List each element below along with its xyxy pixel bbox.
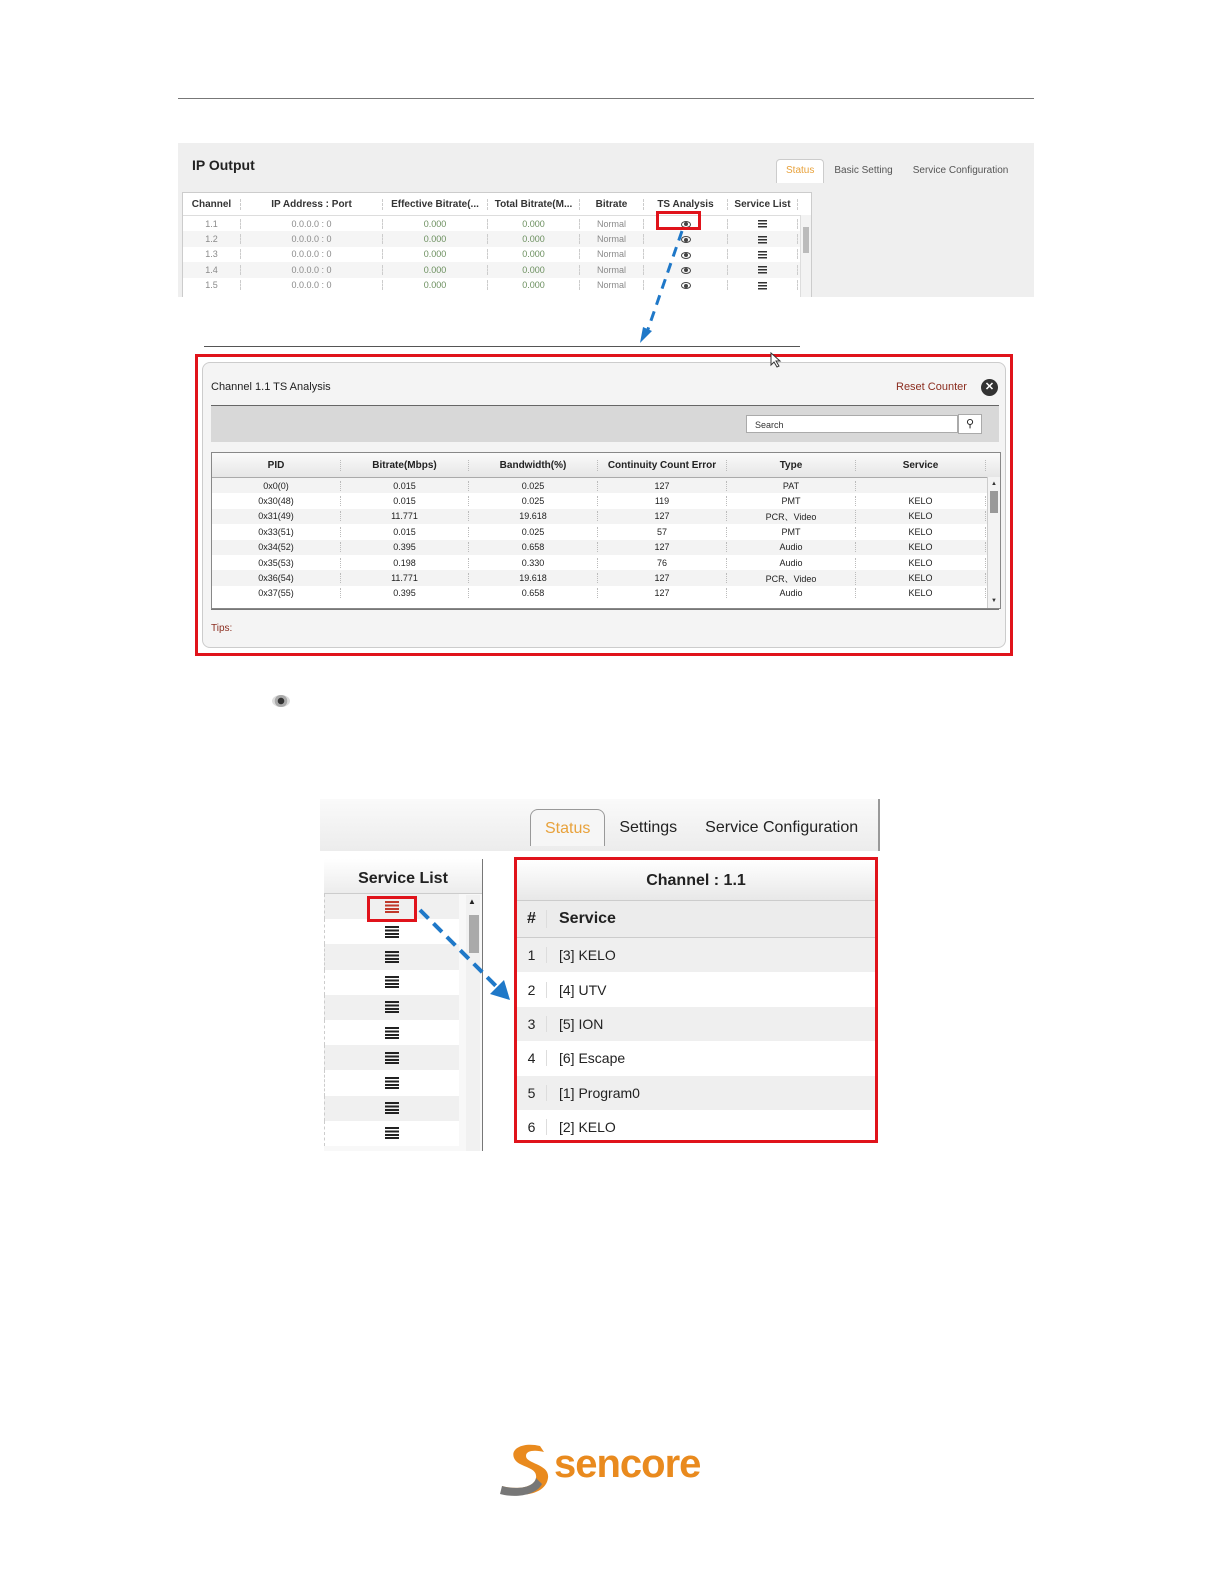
- ts-analysis-table: [211, 452, 1001, 609]
- tab-basic-setting[interactable]: Basic Setting: [834, 165, 893, 176]
- cell-service: KELO: [856, 542, 986, 552]
- cell-type: Audio: [727, 558, 856, 568]
- list-item: [517, 1076, 875, 1110]
- cell-pid: 0x37(55): [212, 588, 341, 598]
- service-list-button[interactable]: [728, 265, 798, 275]
- service-name: [4] UTV: [559, 981, 607, 998]
- list-icon[interactable]: [385, 926, 399, 938]
- cell-bitrate: Normal: [580, 249, 644, 259]
- ip-output-tabs: [776, 159, 1018, 183]
- col-service: Service: [559, 910, 616, 927]
- cell-channel: 1.4: [183, 265, 241, 275]
- service-list-item[interactable]: [324, 1121, 459, 1146]
- table-row: [212, 555, 1000, 570]
- ts-table-header: [212, 453, 1000, 478]
- col-bitrate-mbps: Bitrate(Mbps): [341, 460, 469, 471]
- cell-bandwidth: 0.025: [469, 496, 598, 506]
- service-list-item[interactable]: [324, 1096, 459, 1121]
- scroll-down-icon[interactable]: ▼: [991, 598, 997, 604]
- cell-bitrate: Normal: [580, 219, 644, 229]
- col-bandwidth: Bandwidth(%): [469, 460, 598, 471]
- list-icon[interactable]: [385, 1102, 399, 1114]
- list-icon[interactable]: [758, 282, 767, 290]
- tips-label: Tips:: [211, 623, 233, 634]
- tab-service-configuration[interactable]: Service Configuration: [912, 165, 1009, 176]
- list-item: [517, 1041, 875, 1075]
- service-name: [1] Program0: [559, 1084, 640, 1101]
- cell-bitrate: 11.771: [341, 511, 469, 521]
- list-icon[interactable]: [385, 1027, 399, 1039]
- cell-bandwidth: 0.330: [469, 558, 598, 568]
- cell-type: Audio: [727, 542, 856, 552]
- cell-ip: 0.0.0.0 : 0: [241, 280, 383, 290]
- cell-cc-error: 127: [598, 588, 727, 598]
- table-row: [212, 509, 1000, 524]
- cell-total-bitrate: 0.000: [488, 249, 580, 259]
- col-number: #: [517, 910, 547, 928]
- cell-ip: 0.0.0.0 : 0: [241, 219, 383, 229]
- cell-ip: 0.0.0.0 : 0: [241, 234, 383, 244]
- search-icon[interactable]: ⚲: [958, 414, 982, 434]
- channel-service-rows: [517, 938, 875, 1144]
- cell-total-bitrate: 0.000: [488, 234, 580, 244]
- cell-pid: 0x36(54): [212, 573, 341, 583]
- service-number: 5: [517, 1085, 547, 1101]
- tab-status[interactable]: Status: [530, 809, 605, 846]
- service-list-item[interactable]: [324, 1070, 459, 1095]
- cursor-icon: [770, 352, 782, 368]
- col-service-list: Service List: [728, 199, 798, 210]
- cell-service: KELO: [856, 558, 986, 568]
- service-name: [5] ION: [559, 1015, 604, 1032]
- list-item: [517, 1110, 875, 1144]
- ip-output-rows: [183, 216, 811, 293]
- service-name: [6] Escape: [559, 1050, 626, 1067]
- ts-divider: [204, 346, 800, 347]
- cell-bitrate: 0.198: [341, 558, 469, 568]
- cell-pid: 0x33(51): [212, 527, 341, 537]
- cell-service: KELO: [856, 527, 986, 537]
- cell-cc-error: 127: [598, 573, 727, 583]
- cell-total-bitrate: 0.000: [488, 280, 580, 290]
- list-icon[interactable]: [385, 976, 399, 988]
- eye-icon: [272, 695, 290, 707]
- cell-cc-error: 76: [598, 558, 727, 568]
- service-list-view: [320, 799, 892, 1151]
- table-row: [212, 586, 1000, 601]
- service-number: 3: [517, 1016, 547, 1032]
- cell-pid: 0x0(0): [212, 481, 341, 491]
- list-icon[interactable]: [758, 251, 767, 259]
- cell-effective-bitrate: 0.000: [383, 265, 488, 275]
- cell-bandwidth: 0.025: [469, 527, 598, 537]
- scroll-thumb[interactable]: [990, 491, 998, 513]
- service-list-button[interactable]: [728, 219, 798, 229]
- service-list-item[interactable]: [324, 1045, 459, 1070]
- cell-channel: 1.3: [183, 249, 241, 259]
- cell-type: PMT: [727, 527, 856, 537]
- service-number: 4: [517, 1050, 547, 1066]
- arrow-head: [640, 327, 652, 343]
- list-item: [517, 972, 875, 1006]
- list-icon[interactable]: [385, 1052, 399, 1064]
- service-number: 6: [517, 1119, 547, 1135]
- cell-bitrate: Normal: [580, 280, 644, 290]
- ts-analysis-dialog: [202, 362, 1006, 648]
- cell-pid: 0x31(49): [212, 511, 341, 521]
- channel-service-panel: [514, 857, 878, 1143]
- col-ip-address: IP Address : Port: [241, 199, 383, 210]
- cell-total-bitrate: 0.000: [488, 219, 580, 229]
- table-row: [183, 231, 811, 246]
- col-type: Type: [727, 460, 856, 471]
- col-pid: PID: [212, 460, 341, 471]
- col-cc-error: Continuity Count Error: [598, 460, 727, 471]
- service-name: [3] KELO: [559, 947, 616, 964]
- cell-channel: 1.2: [183, 234, 241, 244]
- cell-cc-error: 119: [598, 496, 727, 506]
- cell-pid: 0x34(52): [212, 542, 341, 552]
- cell-service: KELO: [856, 496, 986, 506]
- reset-counter-link[interactable]: Reset Counter: [896, 381, 967, 393]
- cell-bitrate: 11.771: [341, 573, 469, 583]
- cell-service: KELO: [856, 511, 986, 521]
- service-tabs-bar: [320, 799, 880, 851]
- service-list-item[interactable]: [324, 1020, 459, 1045]
- channel-table-header: [517, 901, 875, 938]
- sencore-logo: [496, 1440, 726, 1500]
- service-list-highlight: [367, 896, 417, 922]
- col-service: Service: [856, 460, 986, 471]
- service-number: 2: [517, 982, 547, 998]
- search-bar: [211, 405, 999, 442]
- tab-settings[interactable]: Settings: [619, 819, 678, 836]
- ts-bottom-rule: [211, 609, 999, 610]
- list-icon[interactable]: [385, 1077, 399, 1089]
- list-icon[interactable]: [385, 1001, 399, 1013]
- cell-service: KELO: [856, 588, 986, 598]
- cell-pid: 0x30(48): [212, 496, 341, 506]
- tab-service-configuration[interactable]: Service Configuration: [705, 819, 859, 836]
- service-tabs: [530, 809, 872, 846]
- table-row: [212, 493, 1000, 508]
- ts-scrollbar[interactable]: [987, 477, 1000, 608]
- ts-analysis-title: Channel 1.1 TS Analysis: [211, 381, 331, 393]
- channel-title: Channel : 1.1: [517, 860, 875, 901]
- cell-type: PAT: [727, 481, 856, 491]
- table-row: [183, 278, 811, 293]
- logo-text: sencore: [554, 1442, 701, 1486]
- list-icon[interactable]: [385, 951, 399, 963]
- cell-type: Audio: [727, 588, 856, 598]
- arrow-to-channel: [416, 904, 516, 1004]
- cell-type: PMT: [727, 496, 856, 506]
- table-row: [212, 478, 1000, 493]
- list-item: [517, 938, 875, 972]
- cell-cc-error: 127: [598, 481, 727, 491]
- table-row: [183, 216, 811, 231]
- cell-bandwidth: 19.618: [469, 511, 598, 521]
- cell-bitrate: 0.395: [341, 588, 469, 598]
- cell-bitrate: Normal: [580, 234, 644, 244]
- service-number: 1: [517, 947, 547, 963]
- scroll-up-icon[interactable]: ▲: [468, 897, 476, 906]
- cell-effective-bitrate: 0.000: [383, 249, 488, 259]
- col-bitrate: Bitrate: [580, 199, 644, 210]
- cell-effective-bitrate: 0.000: [383, 280, 488, 290]
- service-name: [2] KELO: [559, 1119, 616, 1136]
- col-total-bitrate: Total Bitrate(M...: [488, 199, 580, 210]
- cell-cc-error: 57: [598, 527, 727, 537]
- cell-effective-bitrate: 0.000: [383, 219, 488, 229]
- list-icon[interactable]: [758, 220, 767, 228]
- cell-bitrate: 0.015: [341, 496, 469, 506]
- ip-output-title: IP Output: [192, 157, 255, 173]
- service-list-button[interactable]: [728, 280, 798, 290]
- cell-type: PCR、Video: [727, 510, 856, 523]
- table-row: [183, 262, 811, 277]
- ip-output-table: [182, 192, 812, 297]
- cell-ip: 0.0.0.0 : 0: [241, 249, 383, 259]
- cell-cc-error: 127: [598, 511, 727, 521]
- cell-service: KELO: [856, 573, 986, 583]
- list-icon[interactable]: [758, 266, 767, 274]
- scroll-up-icon[interactable]: ▲: [991, 481, 997, 487]
- col-ts-analysis: TS Analysis: [644, 199, 728, 210]
- col-effective-bitrate: Effective Bitrate(...: [383, 199, 488, 210]
- ip-output-panel: [178, 143, 1034, 297]
- col-channel: Channel: [183, 199, 241, 210]
- cell-total-bitrate: 0.000: [488, 265, 580, 275]
- cell-bitrate: Normal: [580, 265, 644, 275]
- table-row: [212, 570, 1000, 585]
- service-list-button[interactable]: [728, 234, 798, 244]
- ts-rows: [212, 478, 1000, 601]
- service-list-header: Service List: [324, 859, 482, 894]
- cell-bitrate: 0.015: [341, 481, 469, 491]
- search-input[interactable]: Search: [746, 415, 958, 433]
- cell-bitrate: 0.015: [341, 527, 469, 537]
- scroll-thumb[interactable]: [803, 227, 809, 253]
- arrow-line: [646, 231, 682, 335]
- logo-mark-icon: [496, 1440, 554, 1500]
- cell-bandwidth: 0.025: [469, 481, 598, 491]
- list-icon[interactable]: [385, 1127, 399, 1139]
- cell-channel: 1.1: [183, 219, 241, 229]
- cell-bandwidth: 19.618: [469, 573, 598, 583]
- list-icon[interactable]: [758, 236, 767, 244]
- cell-type: PCR、Video: [727, 572, 856, 585]
- arrow-line: [420, 910, 496, 986]
- table-row: [212, 524, 1000, 539]
- tab-status[interactable]: Status: [776, 159, 824, 183]
- ip-output-scrollbar[interactable]: [800, 215, 811, 297]
- cell-bitrate: 0.395: [341, 542, 469, 552]
- ip-output-table-header: [183, 193, 811, 216]
- service-list-button[interactable]: [728, 249, 798, 259]
- cell-bandwidth: 0.658: [469, 542, 598, 552]
- header-rule: [178, 98, 1034, 99]
- cell-cc-error: 127: [598, 542, 727, 552]
- close-icon[interactable]: ✕: [981, 379, 998, 396]
- cell-channel: 1.5: [183, 280, 241, 290]
- table-row: [212, 540, 1000, 555]
- arrow-to-ts-analysis: [630, 225, 690, 350]
- cell-pid: 0x35(53): [212, 558, 341, 568]
- list-item: [517, 1007, 875, 1041]
- cell-ip: 0.0.0.0 : 0: [241, 265, 383, 275]
- cell-effective-bitrate: 0.000: [383, 234, 488, 244]
- cell-bandwidth: 0.658: [469, 588, 598, 598]
- table-row: [183, 247, 811, 262]
